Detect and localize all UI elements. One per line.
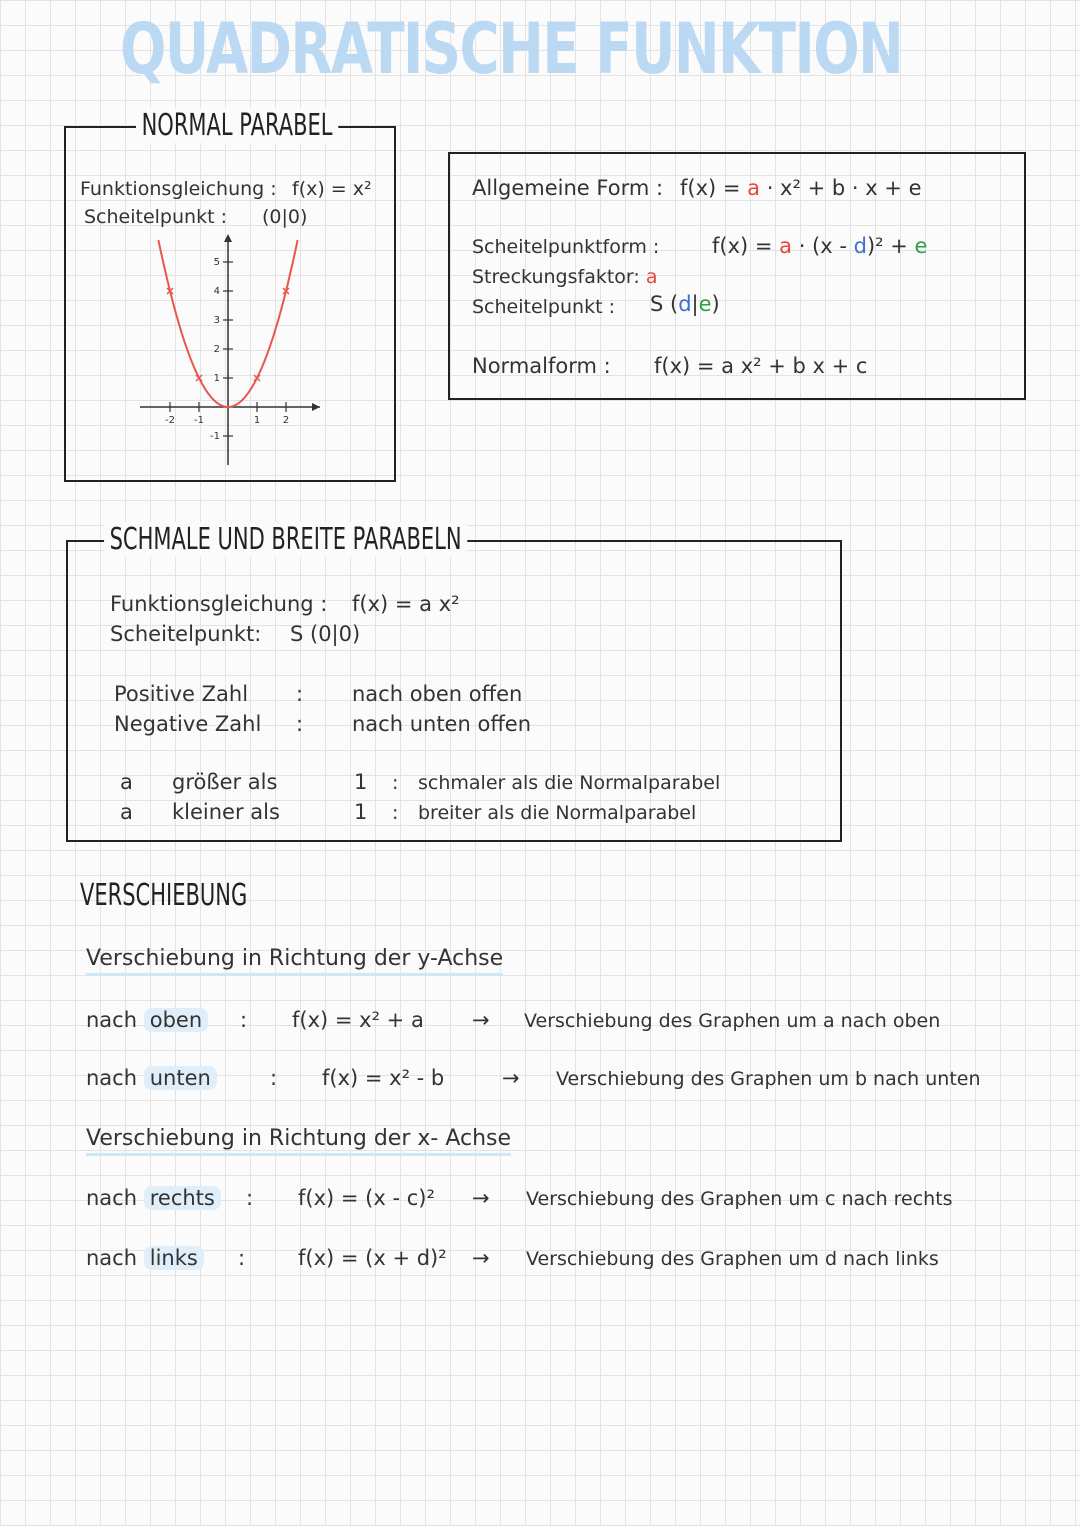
narrow-wide-eq-label: Funktionsgleichung : — [110, 592, 328, 616]
forms-vertex-label: Scheitelpunkt : — [472, 296, 615, 318]
shift-heading: VERSCHIEBUNG — [80, 878, 248, 913]
positive-label: Positive Zahl — [114, 682, 249, 706]
down-dir: unten — [144, 1066, 217, 1090]
right-eq: f(x) = (x - c)² — [298, 1186, 435, 1210]
general-form-label: Allgemeine Form : — [472, 176, 664, 200]
up-colon: : — [240, 1008, 248, 1032]
normal-form-label: Normalform : — [472, 354, 611, 378]
forms-vertex-d: d — [678, 292, 692, 316]
positive-text: nach oben offen — [352, 682, 523, 706]
compare-rel-2: kleiner als — [172, 800, 280, 824]
down-dir-pre: nach — [86, 1066, 138, 1090]
shift-row-left — [86, 1246, 1076, 1270]
vertex-eq-d: d — [853, 234, 867, 258]
x-shift-heading: Verschiebung in Richtung der x- Achse — [86, 1126, 511, 1156]
y-tick-label: -1 — [210, 431, 220, 442]
left-eq: f(x) = (x + d)² — [298, 1246, 447, 1270]
right-dir: rechts — [144, 1186, 221, 1210]
positive-sep: : — [296, 682, 304, 706]
up-eq: f(x) = x² + a — [292, 1008, 424, 1032]
normalparabel-heading: NORMAL PARABEL — [136, 108, 338, 143]
left-arrow: → — [472, 1246, 490, 1270]
general-eq-a: a — [747, 176, 761, 200]
normalparabel-vertex-label: Scheitelpunkt : — [84, 206, 227, 228]
compare-text-2: breiter als die Normalparabel — [418, 802, 697, 824]
shift-row-up — [86, 1008, 1076, 1032]
vertex-form-label: Scheitelpunktform : — [472, 236, 660, 258]
down-eq: f(x) = x² - b — [322, 1066, 445, 1090]
up-dir: oben — [144, 1008, 208, 1032]
negative-label: Negative Zahl — [114, 712, 262, 736]
y-tick-label: 3 — [213, 315, 220, 326]
general-form-eq — [680, 176, 922, 200]
y-tick-label: 5 — [213, 257, 220, 268]
right-colon: : — [246, 1186, 254, 1210]
general-eq-part1: f(x) = — [680, 176, 748, 200]
normal-form-eq: f(x) = a x² + b x + c — [654, 354, 868, 378]
negative-sep: : — [296, 712, 304, 736]
page-title: QUADRATISCHE FUNKTION — [120, 8, 903, 90]
normalparabel-vertex: (0|0) — [262, 206, 308, 228]
y-tick-label: 1 — [213, 373, 220, 384]
y-axis-arrow — [224, 234, 232, 242]
compare-a-1: a — [120, 770, 133, 794]
forms-vertex-sep: | — [691, 292, 699, 316]
x-tick-label: 1 — [253, 415, 261, 426]
right-arrow: → — [472, 1186, 490, 1210]
compare-sep-2: : — [392, 802, 399, 824]
normalparabel-eq-label: Funktionsgleichung : — [80, 178, 277, 200]
vertex-eq-part2: · (x - — [792, 234, 854, 258]
left-colon: : — [238, 1246, 246, 1270]
x-tick-label: -1 — [194, 415, 204, 426]
stretch-value: a — [645, 266, 658, 288]
up-arrow: → — [472, 1008, 490, 1032]
compare-num-2: 1 — [354, 800, 368, 824]
up-dir-pre: nach — [86, 1008, 138, 1032]
narrow-wide-vertex: S (0|0) — [290, 622, 361, 646]
shift-row-right — [86, 1186, 1076, 1210]
compare-sep-1: : — [392, 772, 399, 794]
left-dir-pre: nach — [86, 1246, 138, 1270]
vertex-eq-a: a — [779, 234, 793, 258]
narrow-wide-heading: SCHMALE UND BREITE PARABELN — [104, 522, 467, 557]
compare-rel-1: größer als — [172, 770, 278, 794]
forms-vertex-value — [650, 292, 720, 316]
compare-a-2: a — [120, 800, 133, 824]
right-desc: Verschiebung des Graphen um c nach rechts — [526, 1188, 953, 1210]
left-dir: links — [144, 1246, 204, 1270]
forms-vertex-s: S ( — [650, 292, 679, 316]
forms-vertex-e: e — [698, 292, 712, 316]
stretch-label-text: Streckungsfaktor: — [472, 266, 640, 288]
vertex-eq-e: e — [914, 234, 928, 258]
y-tick-label: 2 — [213, 344, 220, 355]
narrow-wide-vertex-label: Scheitelpunkt: — [110, 622, 262, 646]
down-arrow: → — [502, 1066, 520, 1090]
y-tick-label: 4 — [213, 286, 220, 297]
x-axis-arrow — [312, 403, 320, 411]
vertex-eq-part1: f(x) = — [712, 234, 780, 258]
down-colon: : — [270, 1066, 278, 1090]
stretch-label — [472, 266, 658, 288]
compare-text-1: schmaler als die Normalparabel — [418, 772, 721, 794]
compare-num-1: 1 — [354, 770, 368, 794]
left-desc: Verschiebung des Graphen um d nach links — [526, 1248, 939, 1270]
normal-parabola-graph — [130, 230, 330, 470]
shift-row-down — [86, 1066, 1076, 1090]
negative-text: nach unten offen — [352, 712, 532, 736]
forms-vertex-close: ) — [711, 292, 720, 316]
narrow-wide-eq: f(x) = a x² — [352, 592, 460, 616]
up-desc: Verschiebung des Graphen um a nach oben — [524, 1010, 941, 1032]
vertex-form-eq — [712, 234, 927, 258]
x-tick-label: 2 — [282, 415, 290, 426]
x-tick-label: -2 — [165, 415, 175, 426]
general-eq-part2: · x² + b · x + e — [760, 176, 922, 200]
vertex-eq-part3: )² + — [866, 234, 915, 258]
down-desc: Verschiebung des Graphen um b nach unten — [556, 1068, 981, 1090]
y-shift-heading: Verschiebung in Richtung der y-Achse — [86, 946, 503, 976]
right-dir-pre: nach — [86, 1186, 138, 1210]
normalparabel-eq: f(x) = x² — [292, 178, 372, 200]
